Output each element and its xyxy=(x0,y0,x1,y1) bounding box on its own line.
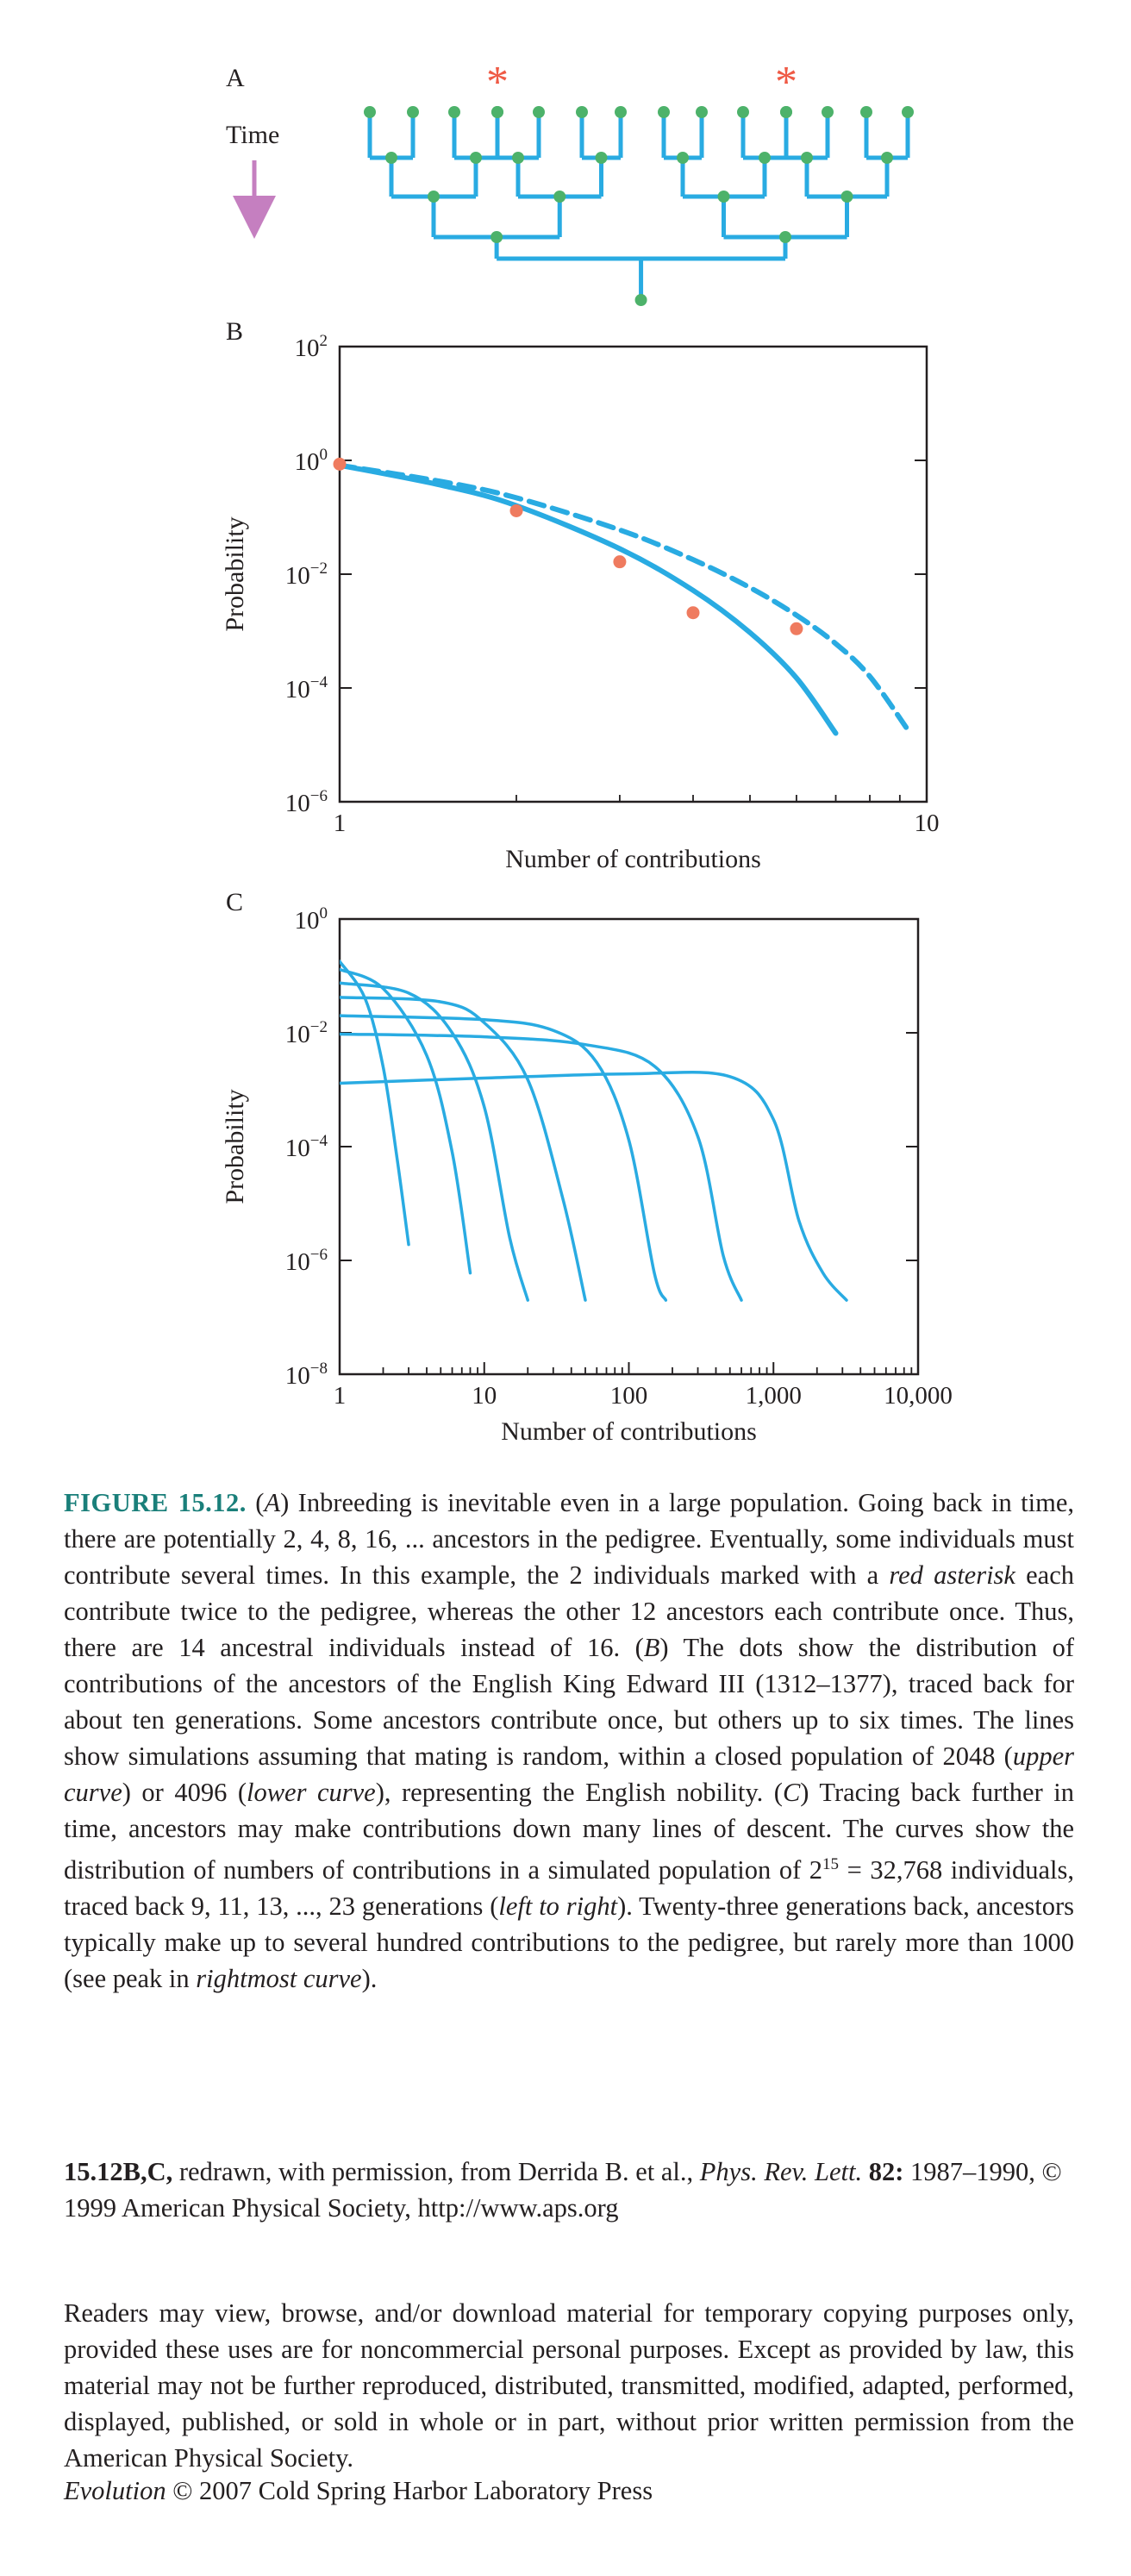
caption-body xyxy=(64,1488,1074,1993)
tree-node xyxy=(448,106,460,118)
tree-node xyxy=(553,191,566,203)
y-tick-label: $10^{-6}$ xyxy=(284,787,328,817)
tree-node xyxy=(512,152,524,164)
y-tick-label: $10^{-8}$ xyxy=(284,1360,328,1390)
tree-node xyxy=(718,191,730,203)
plot-frame xyxy=(340,919,918,1374)
caption-segment: ) or 4096 ( xyxy=(122,1778,247,1807)
caption-segment: rightmost curve xyxy=(196,1964,362,1994)
tree-node xyxy=(737,106,749,118)
tree-node xyxy=(841,191,853,203)
y-tick-label: $10^{-2}$ xyxy=(284,560,328,590)
x-axis-label: Number of contributions xyxy=(505,845,761,873)
red-asterisk-icon: * xyxy=(486,58,509,107)
data-dot xyxy=(334,458,347,471)
tree-node xyxy=(658,106,670,118)
tree-node xyxy=(615,106,627,118)
x-tick-label: 1 xyxy=(333,810,347,837)
tree-node xyxy=(780,106,792,118)
caption-segment: B xyxy=(643,1633,660,1662)
caption-segment: 15 xyxy=(822,1855,840,1873)
x-tick-label: 10 xyxy=(914,810,940,837)
y-axis-label: Probability xyxy=(221,516,249,632)
tree-node xyxy=(779,231,791,243)
credit-segment xyxy=(862,2157,869,2186)
caption-segment: lower curve xyxy=(246,1778,376,1807)
time-label: Time xyxy=(226,121,280,149)
caption-segment: left to right xyxy=(498,1891,618,1922)
tree-node xyxy=(533,106,545,118)
tree-node xyxy=(491,106,503,118)
x-axis-label: Number of contributions xyxy=(501,1417,757,1446)
x-tick-label: 1 xyxy=(333,1382,347,1410)
panel-a-label: A xyxy=(226,64,245,92)
tree-node xyxy=(491,231,503,243)
y-axis-label: Probability xyxy=(221,1089,249,1204)
red-asterisk-icon: * xyxy=(775,58,797,107)
footer-segment: © 2007 Cold Spring Harbor Laboratory Press xyxy=(166,2476,653,2505)
tree-node xyxy=(576,106,588,118)
tree-node xyxy=(635,294,647,306)
panel-c-label: C xyxy=(226,888,244,916)
chart-b xyxy=(221,332,940,873)
tree-node xyxy=(759,152,771,164)
y-tick-label: $10^0$ xyxy=(294,446,328,476)
y-tick-label: $10^{-4}$ xyxy=(284,673,328,703)
y-tick-label: $10^{-4}$ xyxy=(284,1132,328,1162)
tree-node xyxy=(881,152,893,164)
tree-node xyxy=(596,152,608,164)
tree-node xyxy=(470,152,482,164)
caption-segment: each contribute twice to the pedigree, whereas the other 12 ancestors each contribute once. Thus, there are 14 ancestral individuals instead of 16. ( xyxy=(64,1560,1074,1662)
tree-node xyxy=(822,106,834,118)
tree-node xyxy=(407,106,419,118)
panel-b-label: B xyxy=(226,317,244,346)
credit-segment: Phys. Rev. Lett. xyxy=(699,2157,863,2186)
permission-notice: Readers may view, browse, and/or download material for temporary copying purposes only, provided these uses are for noncommercial personal purposes. Except as provided by law, this material may not be further reproduced, distributed, transmitted, modified, adapted, performed, displayed, published, or sold in whole or in part, without prior written permission from the American Physical Society. xyxy=(64,2298,1074,2473)
x-tick-label: 10 xyxy=(472,1382,497,1410)
caption-segment: ). xyxy=(361,1964,378,1994)
simulation-curve xyxy=(340,983,528,1300)
tree-node xyxy=(364,106,376,118)
data-dot xyxy=(687,606,700,619)
simulation-curve xyxy=(340,1034,741,1300)
caption-segment: C xyxy=(782,1778,801,1807)
lower-curve-solid xyxy=(340,466,836,734)
pedigree-tree xyxy=(364,58,914,306)
tree-node xyxy=(902,106,914,118)
data-dot xyxy=(510,504,523,517)
simulation-curve xyxy=(340,1072,847,1300)
tree-node xyxy=(801,152,813,164)
caption-segment: red asterisk xyxy=(889,1560,1015,1590)
caption-segment: upper curve xyxy=(64,1741,1074,1807)
figure-label: FIGURE 15.12. xyxy=(64,1488,247,1517)
caption-segment: A xyxy=(264,1488,281,1517)
credit-segment: redrawn, with permission, from Derrida B. et al., xyxy=(172,2157,700,2186)
credit-line xyxy=(64,2154,1074,2226)
x-tick-label: 100 xyxy=(609,1382,648,1410)
plot-frame xyxy=(340,347,927,802)
figure-caption xyxy=(64,1485,1074,1997)
chart-c xyxy=(221,904,953,1446)
credit-segment: 1987–1990, © 1999 American Physical Society, http://www.aps.org xyxy=(64,2157,1062,2223)
x-tick-label: 1,000 xyxy=(745,1382,802,1410)
series-group xyxy=(340,961,847,1300)
caption-segment: ), representing the English nobility. ( xyxy=(375,1778,783,1807)
caption-segment: = 32,768 individuals, traced back 9, 11, 13, ..., 23 generations ( xyxy=(64,1855,1074,1922)
tree-node xyxy=(677,152,689,164)
y-tick-label: $10^2$ xyxy=(294,332,328,362)
data-dot xyxy=(613,555,626,568)
upper-curve-dashed xyxy=(340,466,909,730)
series-group xyxy=(340,466,909,734)
caption-segment: ) Inbreeding is inevitable even in a large population. Going back in time, there are potentially 2, 4, 8, 16, ... ancestors in the pedigree. Eventually, some individuals must contribute several times. In this example, the 2 individuals marked with a xyxy=(64,1488,1074,1590)
tree-node xyxy=(385,152,397,164)
tree-node xyxy=(428,191,440,203)
y-tick-label: $10^{-6}$ xyxy=(284,1246,328,1276)
credit-segment: 15.12B,C, xyxy=(64,2157,173,2186)
footer-copyright xyxy=(64,2473,1074,2509)
caption-segment: ) The dots show the distribution of contributions of the ancestors of the English King Edward III (1312–1377), traced back for about ten generations. Some ancestors contribute once, but others up to six times. The lines show simulations assuming that mating is random, within a closed population of 2048 ( xyxy=(64,1633,1075,1771)
tree-node xyxy=(696,106,708,118)
data-dot xyxy=(790,622,803,635)
y-tick-label: $10^{-2}$ xyxy=(284,1018,328,1048)
y-tick-label: $10^0$ xyxy=(294,904,328,935)
credit-segment: 82: xyxy=(868,2157,904,2186)
footer-segment: Evolution xyxy=(64,2476,166,2505)
x-tick-label: 10,000 xyxy=(884,1382,953,1410)
tree-node xyxy=(860,106,872,118)
simulation-curve xyxy=(340,1016,665,1300)
caption-segment: ) Tracing back further in time, ancestors may make contributions down many lines of descent. The curves show the distribution of numbers of contributions in a simulated population of 2 xyxy=(64,1778,1074,1885)
caption-segment: ). Twenty-three generations back, ancestors typically make up to several hundred contributions to the pedigree, but rarely more than 1000 (see peak in xyxy=(64,1891,1075,1994)
caption-segment: ( xyxy=(246,1488,265,1517)
